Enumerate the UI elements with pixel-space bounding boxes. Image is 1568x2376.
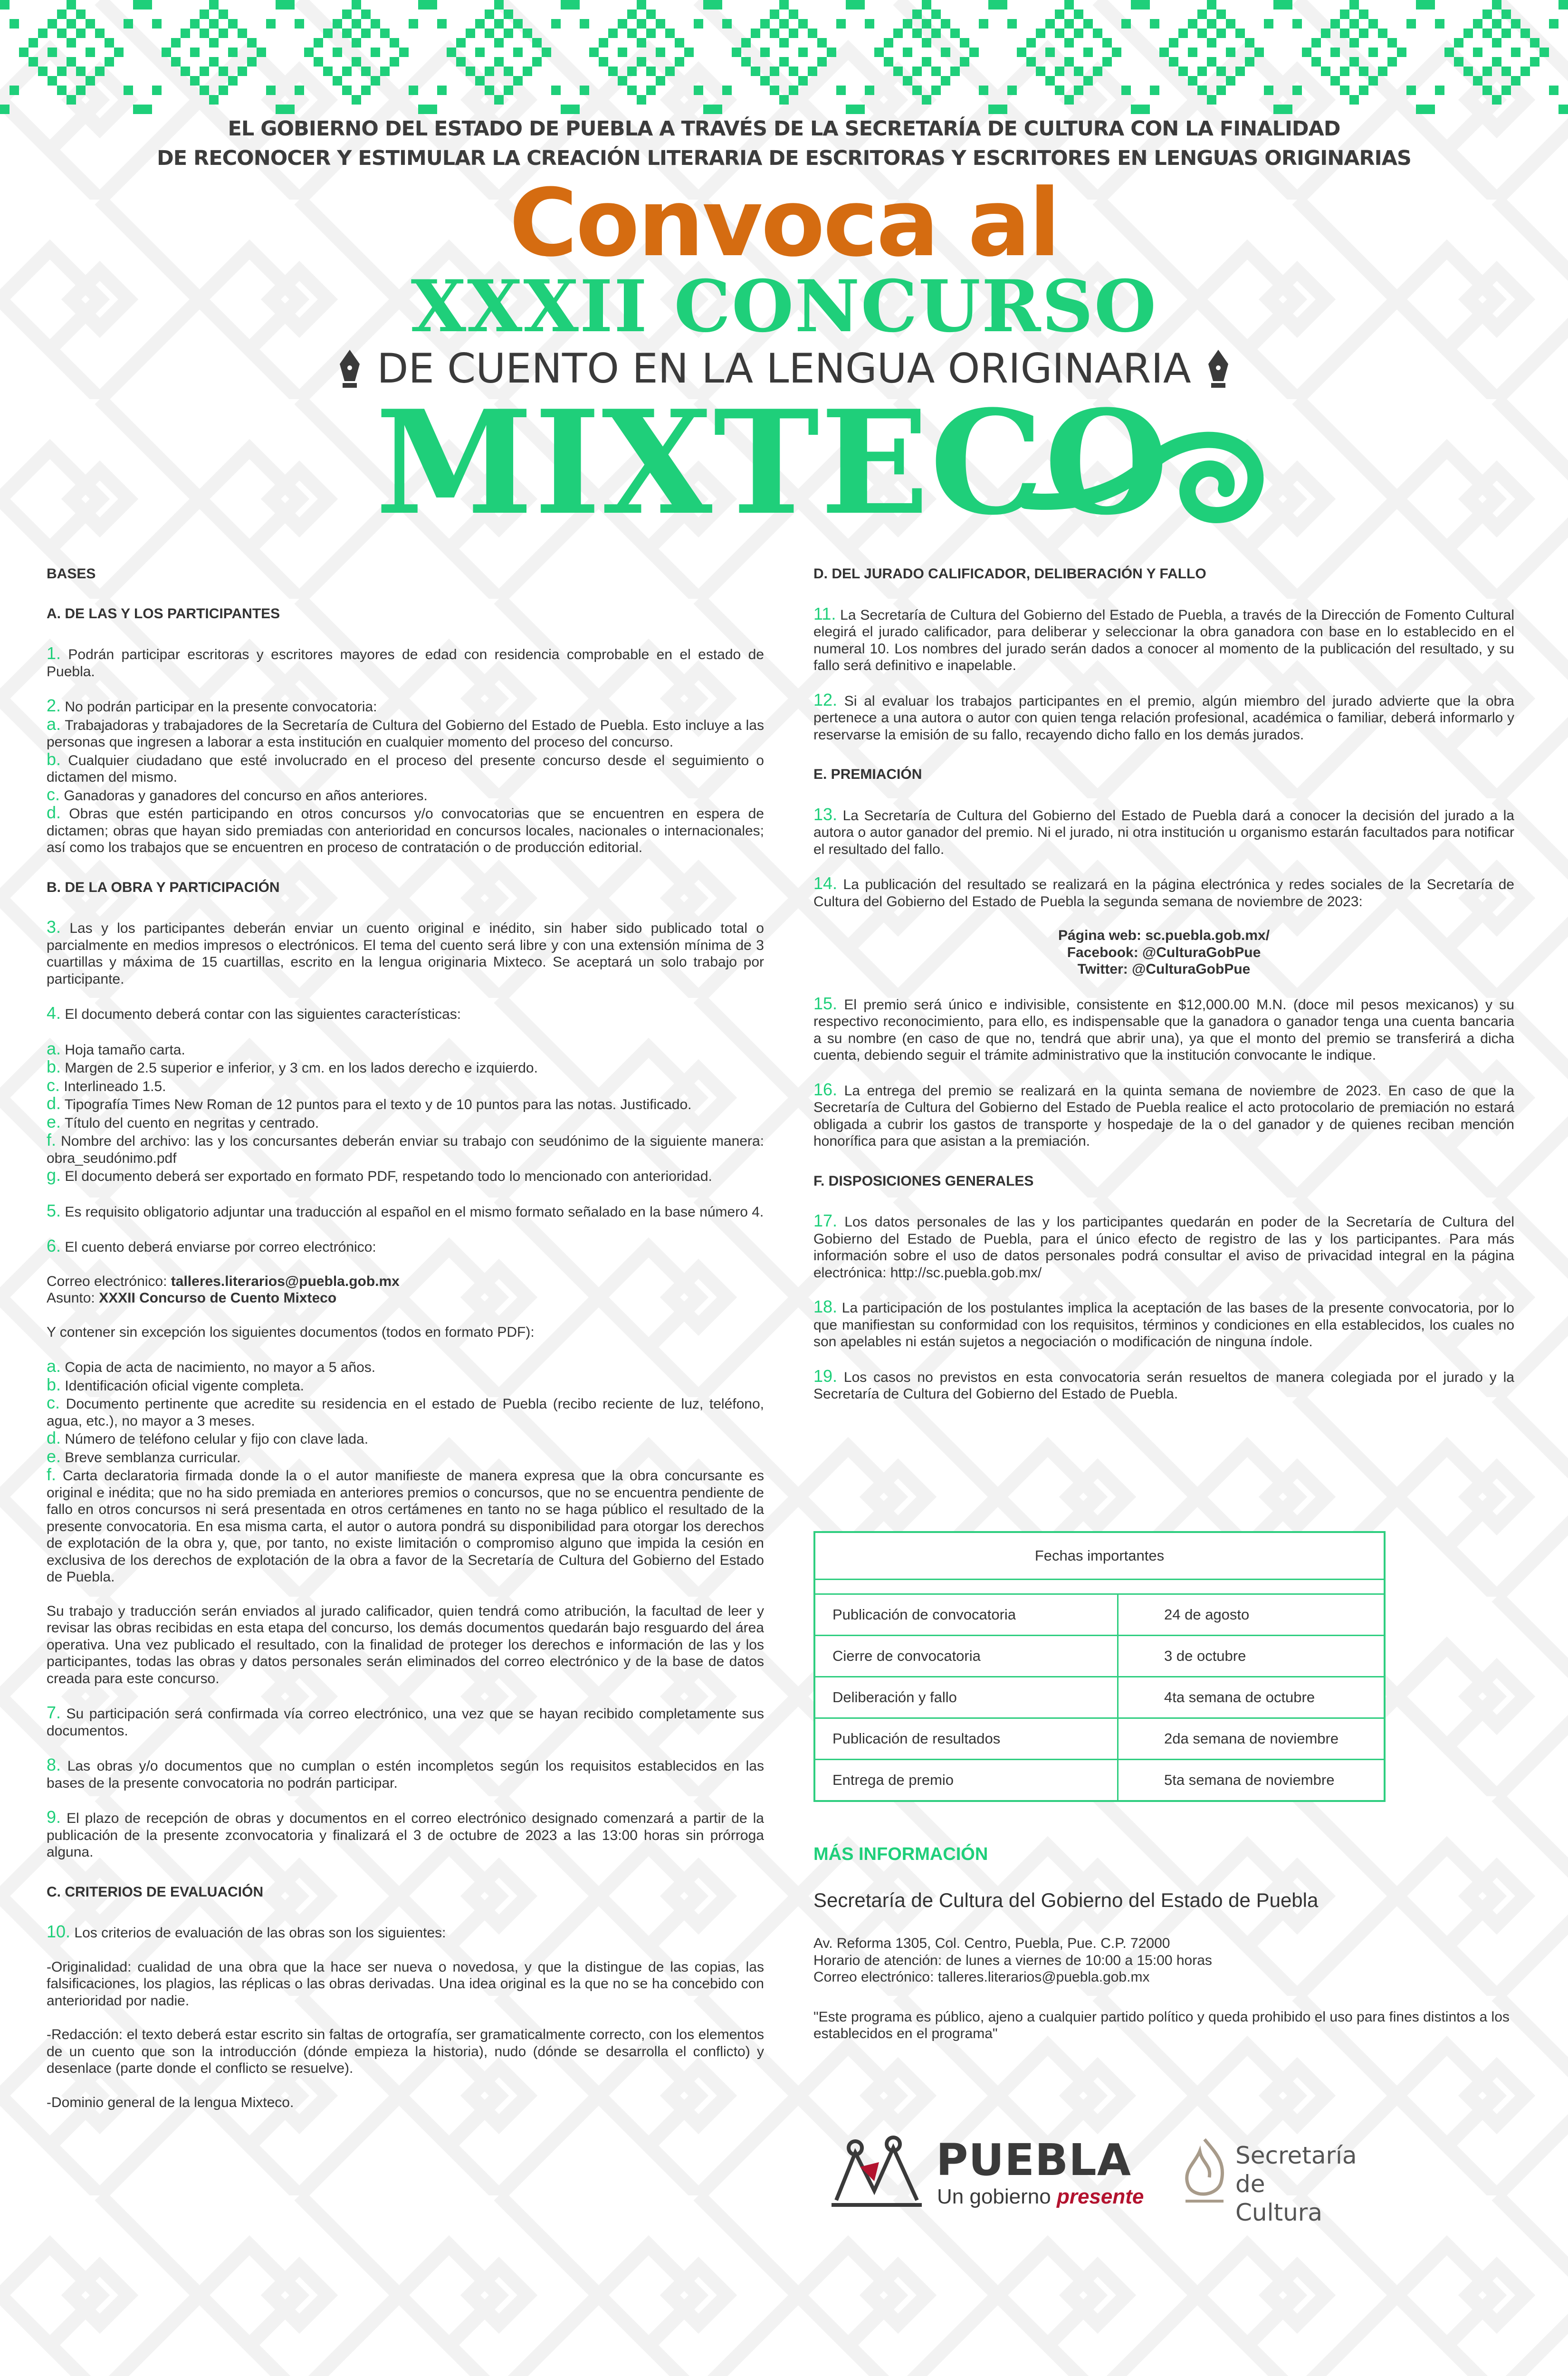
contact-email[interactable]: Correo electrónico: talleres.literarios@puebla.gob.mx [813,1969,1150,1985]
doc-d: d. Número de teléfono celular y fijo con clave lada. [47,1428,369,1447]
date-label: Cierre de convocatoria [815,1636,1119,1676]
convoca-title: Convoca al [509,169,1059,278]
base-19: 19. Los casos no previstos en esta convocatoria serán resueltos de manera colegiada por el jurado y la Secretaría de Cultura del Gobierno del Estado de Puebla. [813,1366,1514,1402]
legal-notice: "Este programa es público, ajeno a cualquier partido político y queda prohibido el uso para fines distintos a los establecidos en el programa" [813,2009,1510,2041]
base-4d: d. Tipografía Times New Roman de 12 puntos para el texto y de 10 puntos para las notas. Justificado. [47,1093,692,1113]
date-value: 4ta semana de octubre [1164,1689,1315,1705]
facebook-link[interactable]: Facebook: @CulturaGobPue [1067,944,1261,960]
section-c-heading: C. CRITERIOS DE EVALUACIÓN [47,1884,264,1900]
base-18: 18. La participación de los postulantes implica la aceptación de las bases de la presente convocatoria, por lo que manifiestan su conformidad con los requisitos, términos y condiciones en ella establecidos, los cuales no son apelables ni están sujetos a negociación o modificación de ninguna índole. [813,1297,1514,1350]
date-label: Publicación de convocatoria [815,1595,1119,1635]
puebla-logo-text: PUEBLA [936,2135,1131,2185]
date-row [815,1759,1384,1800]
social-links [813,927,1514,978]
embroidery-band [0,0,1568,114]
swirl-ornament [1022,411,1269,534]
date-row [815,1635,1384,1676]
base-1: 1. Podrán participar escritoras y escritores mayores de edad con residencia comprobable en el estado de Puebla. [47,643,764,680]
culture-flame-icon [1178,2135,1231,2206]
date-row [815,1717,1384,1759]
concurso-title: XXXII CONCURSO [411,265,1157,348]
jury-paragraph: Su trabajo y traducción serán enviados al jurado calificador, quien tendrá como atribución, la facultad de leer y revisar las obras recibidas en esta etapa del concurso, los demás documentos quedarán bajo resguardo del área operativa. Una vez publicado el resultado, con la finalidad de proteger los derechos e información de las y los participantes, todas las obras y datos personales serán eliminados del correo electrónico y de la base de datos creada para este concurso. [47,1603,764,1686]
section-a-heading: A. DE LAS Y LOS PARTICIPANTES [47,605,280,622]
base-16: 16. La entrega del premio se realizará en la quinta semana de noviembre de 2023. En caso de que la Secretaría de Cultura del Gobierno del Estado de Puebla realice el acto protocolario de premiación no estará obligada a cubrir los gastos de transporte y hospedaje de la o del ganador y de quienes reciban mención honorífica para que asistan a la premiación. [813,1079,1514,1149]
base-2: 2. No podrán participar en la presente convocatoria: [47,696,377,715]
base-4a: a. Hoja tamaño carta. [47,1038,185,1058]
office-hours: Horario de atención: de lunes a viernes de 10:00 a 15:00 horas [813,1952,1212,1968]
base-8: 8. Las obras y/o documentos que no cumplan o estén incompletos según los requisitos establecidos en las bases de la presente convocatoria no podrán participar. [47,1755,764,1791]
base-10: 10. Los criterios de evaluación de las obras son los siguientes: [47,1922,446,1941]
more-info [813,1844,1514,2042]
base-4b: b. Margen de 2.5 superior e inferior, y 3 cm. en los lados derecho e izquierdo. [47,1057,538,1076]
section-b-heading: B. DE LA OBRA Y PARTICIPACIÓN [47,879,280,895]
criteria-originality: -Originalidad: cualidad de una obra que la hace ser nueva o novedosa, y que la distingue de las copias, las falsificaciones, los plagios, las réplicas o las obras derivadas. Una idea original es la que no se ha concebido con anterioridad por nadie. [47,1959,764,2009]
base-3: 3. Las y los participantes deberán enviar un cuento original e inédito, sin haber sido publicado total o parcialmente en medios impresos o electrónicos. El tema del cuento será libre y con una extensión mínima de 3 cuartillas y máxima de 15 cuartillas, escrito en la lengua originaria Mixteco. Se aceptará un solo trabajo por participante. [47,917,764,987]
base-4f: f. Nombre del archivo: las y los concursantes deberán enviar su trabajo con seudónimo de la siguiente manera: obra_seudónimo.pdf [47,1130,764,1166]
lengua-title: MIXTECO [375,379,1170,546]
date-label: Publicación de resultados [815,1719,1119,1759]
important-dates-table [813,1531,1386,1802]
web-link[interactable]: Página web: sc.puebla.gob.mx/ [1058,928,1270,943]
base-7: 7. Su participación será confirmada vía correo electrónico, una vez que se hayan recibido completamente sus documentos. [47,1703,764,1739]
email-line: Correo electrónico: talleres.literarios@puebla.gob.mx [47,1273,400,1289]
base-4: 4. El documento deberá contar con las siguientes características: [47,1003,461,1023]
base-15: 15. El premio será único e indivisible, consistente en $12,000.00 M.N. (doce mil pesos mexicanos) y su respectivo reconocimiento, para ello, es indispensable que la ganadora o ganador tenga una cuenta bancaria a su nombre (en caso de que no, tendrá que abrir una), ya que el monto del premio se transferirá a dicha cuenta, debiendo seguir el trámite administrativo que la institución convocante le indique. [813,993,1514,1063]
contest-email[interactable]: talleres.literarios@puebla.gob.mx [171,1273,400,1289]
base-9: 9. El plazo de recepción de obras y documentos en el correo electrónico designado comenzará a partir de la publicación de la presente zconvocatoria y finalizará el 3 de octubre de 2023 a las 13:00 horas sin prórroga alguna. [47,1807,764,1860]
more-info-heading: MÁS INFORMACIÓN [813,1844,988,1864]
date-value: 24 de agosto [1164,1606,1250,1623]
date-value: 5ta semana de noviembre [1164,1772,1335,1788]
docs-intro: Y contener sin excepción los siguientes documentos (todos en formato PDF): [47,1324,535,1340]
culture-logo-text: Secretaría de Cultura [1235,2142,1357,2226]
logos [827,2129,1357,2226]
twitter-link[interactable]: Twitter: @CulturaGobPue [1077,961,1251,977]
base-2a: a. Trabajadoras y trabajadores de la Secretaría de Cultura del Gobierno del Estado de Puebla. Esto incluye a las personas que ingresen a laborar a esta institución en cualquier momento del proceso del concurso. [47,714,764,750]
left-column [47,565,764,2111]
base-11: 11. La Secretaría de Cultura del Gobierno del Estado de Puebla, a través de la Dirección de Fomento Cultural elegirá el jurado calificador, para deliberar y seleccionar la obra ganadora con base en lo establecido en el numeral 10. Los nombres del jurado serán dados a conocer al momento de la publicación del resultado, y su fallo será definitivo e inapelable. [813,604,1514,673]
intro-line-1: EL GOBIERNO DEL ESTADO DE PUEBLA A TRAVÉS DE LA SECRETARÍA DE CULTURA CON LA FINALIDAD [228,117,1340,141]
doc-a: a. Copia de acta de nacimiento, no mayor a 5 años. [47,1356,376,1376]
base-2c: c. Ganadoras y ganadores del concurso en años anteriores. [47,784,428,804]
cuento-subtitle-text: DE CUENTO EN LA LENGUA ORIGINARIA [377,345,1191,393]
base-13: 13. La Secretaría de Cultura del Gobierno del Estado de Puebla dará a conocer la decisión del jurado a la autora o autor ganador del premio. Ni el jurado, ni otra institución u organismo estarán facultados para notificar el resultado del fallo. [813,804,1514,857]
criteria-writing: -Redacción: el texto deberá estar escrito sin faltas de ortografía, ser gramaticalmente correcto, con los elementos de un cuento que son la introducción (dónde empieza la historia), nudo (dónde se desarrolla el conflicto) y desenlace (parte donde el conflicto se resuelve). [47,2027,764,2076]
dates-title: Fechas importantes [815,1533,1384,1580]
section-d-heading: D. DEL JURADO CALIFICADOR, DELIBERACIÓN Y FALLO [813,566,1206,582]
right-column [813,565,1514,1403]
date-label: Entrega de premio [815,1760,1119,1800]
date-row [815,1676,1384,1717]
base-14: 14. La publicación del resultado se realizará en la página electrónica y redes sociales de la Secretaría de Cultura del Gobierno del Estado de Puebla la segunda semana de noviembre de 2023: [813,873,1514,910]
pen-nib-icon [339,350,361,388]
doc-b: b. Identificación oficial vigente completa. [47,1374,304,1394]
doc-e: e. Breve semblanza curricular. [47,1446,241,1466]
intro-line-2: DE RECONOCER Y ESTIMULAR LA CREACIÓN LITERARIA DE ESCRITORAS Y ESCRITORES EN LENGUAS ORIGINARIAS [157,146,1411,170]
date-value: 2da semana de noviembre [1164,1730,1339,1747]
criteria-language: -Dominio general de la lengua Mixteco. [47,2094,294,2110]
base-17: 17. Los datos personales de las y los participantes quedarán en poder de la Secretaría de Cultura del Gobierno del Estado de Puebla, para el único efecto de registro de las y los participantes. Para más información sobre el uso de datos personales podrá consultar el aviso de privacidad integral en la página electrónica: http://sc.puebla.gob.mx/ [813,1211,1514,1281]
puebla-slogan: Un gobierno presente [937,2185,1144,2208]
doc-f: f. Carta declaratoria firmada donde la o el autor manifieste de manera expresa que la obra concursante es original e inédita; que no ha sido premiada en anteriores premios o concursos, que no se encuentra pendiente de fallo en otros concursos ni será presentada en otros certámenes en tanto no se haga público el resultado de la presente convocatoria. En esa misma carta, el autor o autora pondrá su disponibilidad para otorgar los derechos de explotación de la obra y, que, por tanto, no existe limitación o compromiso alguno que impida la cesión en exclusiva de los derechos de explotación de la obra a favor de la Secretaría de Cultura del Gobierno del Estado de Puebla. [47,1465,764,1585]
base-5: 5. Es requisito obligatorio adjuntar una traducción al español en el mismo formato señalado en la base número 4. [47,1200,764,1220]
doc-c: c. Documento pertinente que acredite su residencia en el estado de Puebla (recibo reciente de luz, teléfono, agua, etc.), no mayor a 3 meses. [47,1393,764,1429]
base-4g: g. El documento deberá ser exportado en formato PDF, respetando todo lo mencionado con anterioridad. [47,1165,712,1185]
bases-heading: BASES [47,566,96,582]
date-row [815,1593,1384,1635]
section-e-heading: E. PREMIACIÓN [813,766,922,782]
base-4c: c. Interlineado 1.5. [47,1075,166,1095]
address: Av. Reforma 1305, Col. Centro, Puebla, Pue. C.P. 72000 [813,1935,1170,1951]
section-f-heading: F. DISPOSICIONES GENERALES [813,1173,1034,1189]
pen-nib-icon [1207,350,1229,388]
base-12: 12. Si al evaluar los trabajos participantes en el premio, algún miembro del jurado advierte que la obra pertenece a una autora o autor con quien tenga relación profesional, académica o familiar, deberá informarlo y reservarse la emisión de su fallo, recayendo dicho fallo en los demás jurados. [813,690,1514,743]
base-2b: b. Cualquier ciudadano que esté involucrado en el proceso del presente concurso desde el seguimiento o dictamen del mismo. [47,749,764,785]
organization-name: Secretaría de Cultura del Gobierno del Estado de Puebla [813,1889,1319,1911]
lengua-block [0,379,1568,546]
base-6: 6. El cuento deberá enviarse por correo electrónico: [47,1236,376,1255]
date-value: 3 de octubre [1164,1648,1246,1664]
base-4e: e. Título del cuento en negritas y centrado. [47,1111,319,1131]
puebla-emblem-icon [827,2134,927,2210]
base-2d: d. Obras que estén participando en otros concursos y/o convocatorias que se encuentren en espera de dictamen; obras que hayan sido premiadas con anterioridad en concursos locales, nacionales o internacionales; así como los trabajos que se encuentren en proceso de contratación o de producción editorial. [47,803,764,855]
header [0,114,1568,546]
subject-line: Asunto: XXXII Concurso de Cuento Mixteco [47,1290,337,1306]
date-label: Deliberación y fallo [815,1677,1119,1717]
